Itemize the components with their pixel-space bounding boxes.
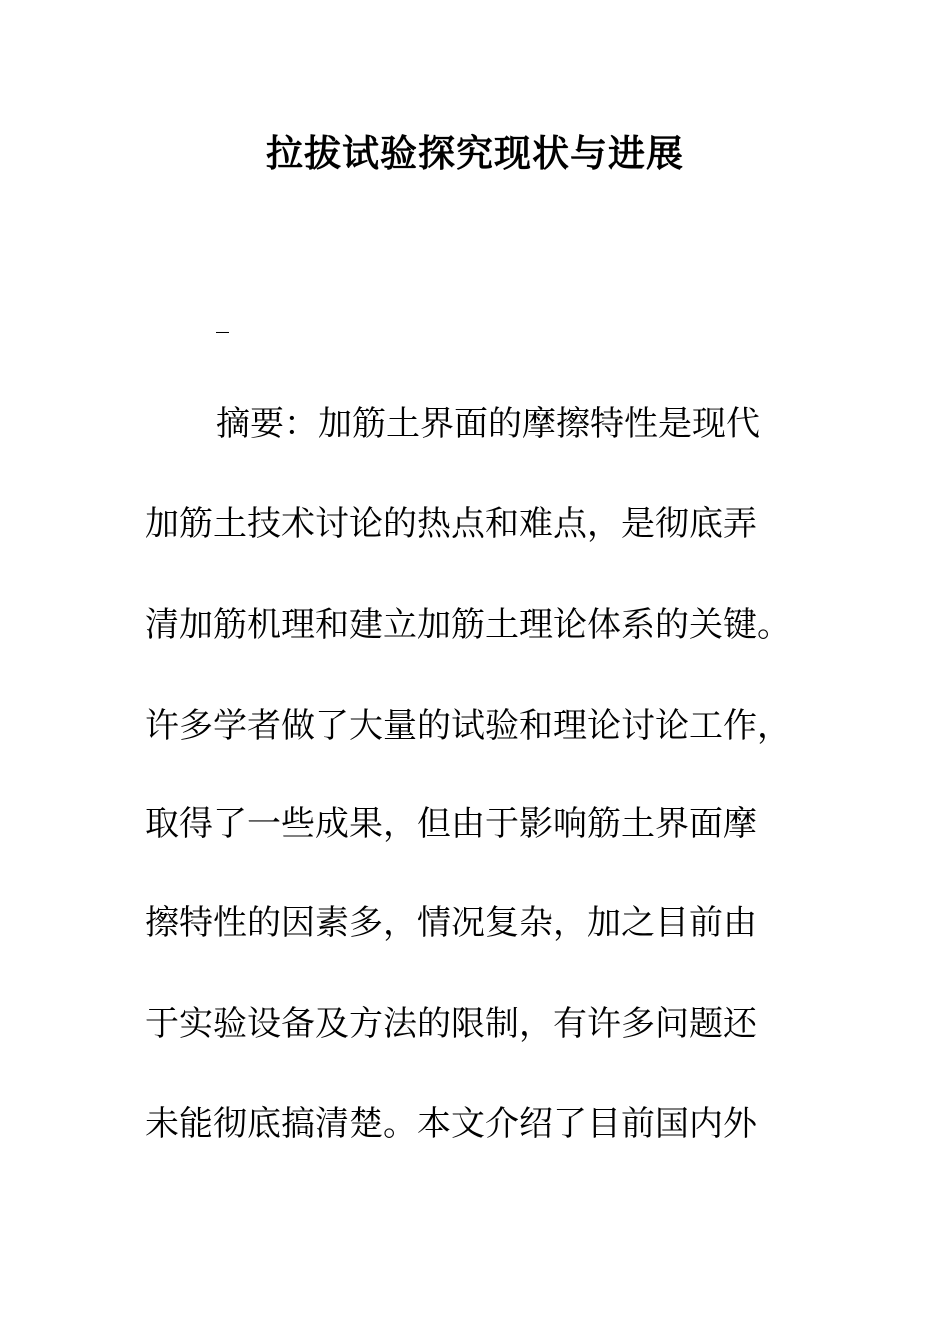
abstract-line-7: 于实验设备及方法的限制，有许多问题还 bbox=[145, 1004, 757, 1044]
abstract-line-5: 取得了一些成果，但由于影响筋土界面摩 bbox=[145, 804, 757, 844]
underscore-mark: _ bbox=[216, 304, 229, 334]
abstract-line-8: 未能彻底搞清楚。本文介绍了目前国内外 bbox=[145, 1104, 757, 1144]
abstract-line-2: 加筋土技术讨论的热点和难点，是彻底弄 bbox=[145, 504, 757, 544]
document-title: 拉拔试验探究现状与进展 bbox=[266, 131, 684, 175]
abstract-line-3: 清加筋机理和建立加筋土理论体系的关键。 bbox=[145, 605, 791, 645]
abstract-line-6: 擦特性的因素多，情况复杂，加之目前由 bbox=[145, 903, 757, 943]
abstract-line-1: 摘要：加筋土界面的摩擦特性是现代 bbox=[216, 404, 760, 444]
abstract-line-4: 许多学者做了大量的试验和理论讨论工作， bbox=[145, 706, 791, 746]
